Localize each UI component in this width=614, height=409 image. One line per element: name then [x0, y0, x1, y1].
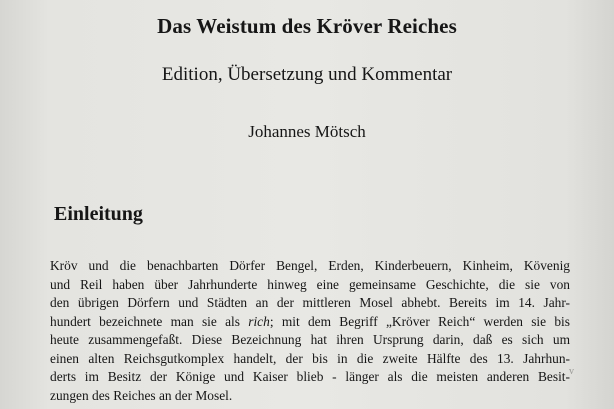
paragraph-line: Kröv und die benachbarten Dörfer Bengel, Erden, Kinderbeuern, Kinheim, Kövenig [50, 258, 570, 273]
section-heading: Einleitung [54, 203, 143, 225]
paragraph-line-segment: hundert bezeichnete man sie als [50, 313, 249, 329]
introduction-paragraph [50, 257, 570, 405]
paragraph-line: und Reil haben über Jahrhunderte hinweg eine gemeinsame Geschichte, die sie von [50, 276, 570, 292]
paragraph-line: heute zusammengefaßt. Diese Bezeichnung hat ihren Ursprung darin, daß es sich um [50, 332, 570, 347]
document-author: Johannes Mötsch [248, 122, 366, 141]
paragraph-line-segment: ; mit dem Begriff „Kröver Reich“ werden sie bis [269, 313, 570, 329]
document-title: Das Weistum des Kröver Reiches [157, 14, 457, 38]
document-subtitle: Edition, Übersetzung und Kommentar [161, 64, 453, 85]
paragraph-line: zungen des Reiches an der Mosel. [50, 387, 233, 403]
paragraph-line: einen alten Reichsgutkomplex handelt, der bis in die zweite Hälfte des 13. Jahrhun- [50, 350, 570, 366]
margin-mark: v [569, 366, 574, 377]
paragraph-line: derts im Besitz der Könige und Kaiser blieb - länger als die meisten anderen Besit- [50, 369, 570, 384]
paragraph-line-mixed [50, 313, 570, 332]
paragraph-line: den übrigen Dörfern und Städten an der mittleren Mosel abhebt. Bereits im 14. Jahr- [50, 295, 570, 310]
italic-term: rich [248, 313, 270, 329]
